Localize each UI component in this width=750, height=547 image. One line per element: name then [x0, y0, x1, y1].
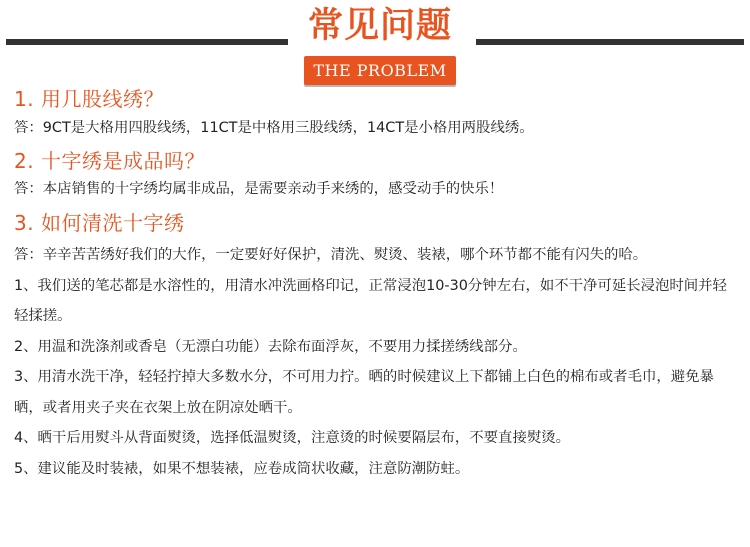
subtitle-badge: [304, 56, 456, 85]
answer-3-step-4: 4、晒干后用熨斗从背面熨烫，选择低温熨烫，注意烫的时候要隔层布，不要直接熨烫。: [14, 430, 571, 446]
answer-3-step-5: 5、建议能及时装裱，如果不想装裱，应卷成筒状收藏，注意防潮防蛀。: [14, 460, 470, 477]
answer-3-step-2: 2、用温和洗涤剂或香皂（无漂白功能）去除布面浮灰，不要用力揉搓绣线部分。: [14, 338, 527, 355]
header-rule-right: [476, 39, 744, 45]
answer-3-step-3: 3、用清水洗干净，轻轻拧掉大多数水分，不可用力拧。晒的时候建议上下都铺上白色的棉布或者毛巾，避免暴晒，或者用夹子夹在衣架上放在阴凉处晒干。: [14, 369, 714, 416]
answer-3-intro: 答：辛辛苦苦绣好我们的大作，一定要好好保护，清洗、熨烫、装裱，哪个环节都不能有闪失的哈。: [14, 247, 648, 263]
faq-answer-2: 答：本店销售的十字绣均属非成品，是需要亲动手来绣的，感受动手的快乐！: [14, 181, 504, 197]
header-rule-left: [6, 39, 288, 45]
page-title: 常见问题: [307, 5, 452, 46]
faq-answer-1: 答：9CT是大格用四股线绣，11CT是中格用三股线绣，14CT是小格用两股线绣。: [14, 120, 534, 136]
answer-3-step-1: 1、我们送的笔芯都是水溶性的，用清水冲洗画格印记，正常浸泡10-30分钟左右，如不干净可延长浸泡时间并轻轻揉搓。: [14, 277, 727, 324]
faq-question-2: 2. 十字绣是成品吗？: [14, 149, 205, 173]
subtitle-text: THE PROBLEM: [313, 61, 447, 80]
faq-question-1: 1. 用几股线绣？: [14, 87, 164, 111]
faq-answer-3: [14, 240, 738, 484]
page-header: [0, 0, 750, 92]
faq-question-3: 3. 如何清洗十字绣: [14, 211, 185, 235]
